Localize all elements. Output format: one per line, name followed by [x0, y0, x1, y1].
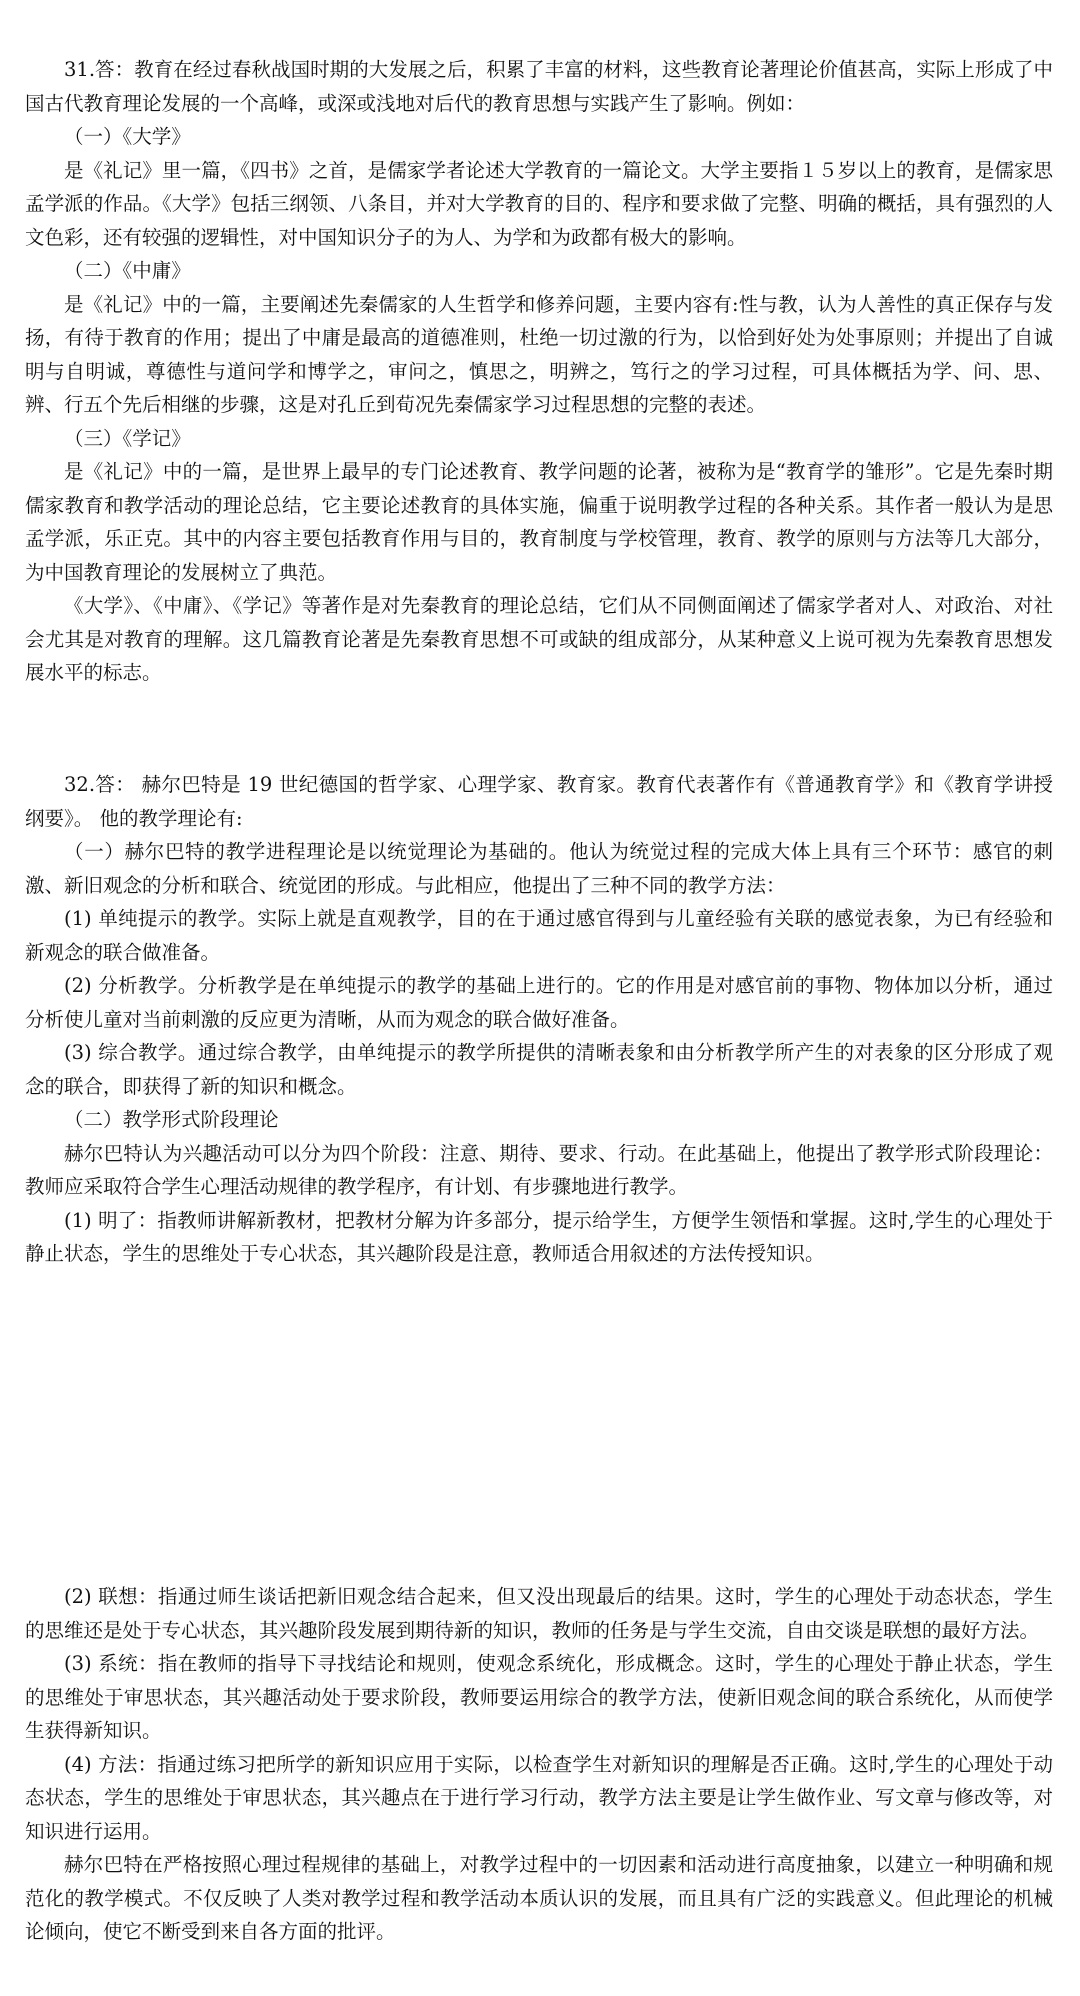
daxue-heading: （一）《大学》	[64, 125, 191, 148]
stage-1-paragraph: (1) 明了：指教师讲解新教材，把教材分解为许多部分，提示给学生，方便学生领悟和掌握。这时,学生的心理处于静止状态，学生的思维处于专心状态，其兴趣阶段是注意，教师适合用叙述的方法传授知识。	[25, 1208, 1053, 1265]
zhongyong-paragraph: 是《礼记》中的一篇，主要阐述先秦儒家的人生哲学和修养问题，主要内容有:性与教，认为人善性的真正保存与发扬，有待于教育的作用；提出了中庸是最高的道德准则，杜绝一切过激的行为，以恰到好处为处事原则；并提出了自诚明与自明诚，尊德性与道问学和博学之，审问之，慎思之，明辨之，笃行之的学习过程，可具体概括为学、问、思、辨、行五个先后相继的步骤，这是对孔丘到荀况先秦儒家学习过程思想的完整的表述。	[25, 292, 1053, 416]
zhongyong-heading: （二）《中庸》	[64, 259, 191, 282]
answer-31	[25, 53, 1053, 690]
stage-4-paragraph: (4) 方法：指通过练习把所学的新知识应用于实际，以检查学生对新知识的理解是否正确。这时,学生的心理处于动态状态，学生的思维处于审思状态，其兴趣点在于进行学习行动，教学方法主要是让学生做作业、写文章与修改等，对知识进行运用。	[25, 1752, 1053, 1843]
stage-3-paragraph: (3) 系统：指在教师的指导下寻找结论和规则，使观念系统化，形成概念。这时，学生的心理处于静止状态，学生的思维处于审思状态，其兴趣活动处于要求阶段，教师要运用综合的教学方法，使新旧观念间的联合系统化，从而使学生获得新知识。	[25, 1652, 1053, 1742]
answer-32-intro: 32.答： 赫尔巴特是 19 世纪德国的哲学家、心理学家、教育家。教育代表著作有《普通教育学》和《教育学讲授纲要》。 他的教学理论有:	[25, 773, 1053, 830]
answer-32	[25, 768, 1053, 1271]
xueji-paragraph: 是《礼记》中的一篇，是世界上最早的专门论述教育、教学问题的论著，被称为是“教育学的雏形”。它是先秦时期儒家教育和教学活动的理论总结，它主要论述教育的具体实施，偏重于说明教学过程的各种关系。其作者一般认为是思孟学派，乐正克。其中的内容主要包括教育作用与目的，教育制度与学校管理，教育、教学的原则与方法等几大部分，为中国教育理论的发展树立了典范。	[25, 460, 1053, 584]
answer-32-continued	[25, 1580, 1053, 1949]
stage-2-paragraph: (2) 联想：指通过师生谈话把新旧观念结合起来，但又没出现最后的结果。这时，学生的心理处于动态状态，学生的思维还是处于专心状态，其兴趣阶段发展到期待新的知识，教师的任务是与学生交流，自由交谈是联想的最好方法。	[25, 1585, 1053, 1642]
xueji-heading: （三）《学记》	[64, 426, 191, 450]
part2-paragraph: 赫尔巴特认为兴趣活动可以分为四个阶段：注意、期待、要求、行动。在此基础上，他提出了教学形式阶段理论：教师应采取符合学生心理活动规律的教学程序，有计划、有步骤地进行教学。	[25, 1141, 1053, 1198]
part2-heading: （二）教学形式阶段理论	[64, 1108, 279, 1131]
method-3-paragraph: (3) 综合教学。通过综合教学，由单纯提示的教学所提供的清晰表象和由分析教学所产生的对表象的区分形成了观念的联合，即获得了新的知识和概念。	[25, 1041, 1053, 1098]
document-page-2	[0, 1413, 1080, 1996]
daxue-paragraph: 是《礼记》里一篇，《四书》之首，是儒家学者论述大学教育的一篇论文。大学主要指１５岁以上的教育，是儒家思孟学派的作品。《大学》包括三纲领、八条目，并对大学教育的目的、程序和要求做了完整、明确的概括，具有强烈的人文色彩，还有较强的逻辑性，对中国知识分子的为人、为学和为政都有极大的影响。	[25, 158, 1053, 249]
answer-32-conclusion: 赫尔巴特在严格按照心理过程规律的基础上，对教学过程中的一切因素和活动进行高度抽象，以建立一种明确和规范化的教学模式。不仅反映了人类对教学过程和教学活动本质认识的发展，而且具有广泛的实践意义。但此理论的机械论倾向，使它不断受到来自各方面的批评。	[25, 1853, 1053, 1943]
part1-heading: （一）赫尔巴特的教学进程理论是以统觉理论为基础的。他认为统觉过程的完成大体上具有三个环节：感官的刺激、新旧观念的分析和联合、统觉团的形成。与此相应，他提出了三种不同的教学方法：	[25, 840, 1053, 897]
method-2-paragraph: (2) 分析教学。分析教学是在单纯提示的教学的基础上进行的。它的作用是对感官前的事物、物体加以分析，通过分析使儿童对当前刺激的反应更为清晰，从而为观念的联合做好准备。	[25, 974, 1053, 1031]
answer-31-summary: 《大学》、《中庸》、《学记》等著作是对先秦教育的理论总结，它们从不同侧面阐述了儒家学者对人、对政治、对社会尤其是对教育的理解。这几篇教育论著是先秦教育思想不可或缺的组成部分，从某种意义上说可视为先秦教育思想发展水平的标志。	[25, 594, 1053, 684]
method-1-paragraph: (1) 单纯提示的教学。实际上就是直观教学，目的在于通过感官得到与儿童经验有关联的感觉表象，为已有经验和新观念的联合做准备。	[25, 907, 1053, 964]
answer-31-intro: 31.答：教育在经过春秋战国时期的大发展之后，积累了丰富的材料，这些教育论著理论价值甚高，实际上形成了中国古代教育理论发展的一个高峰，或深或浅地对后代的教育思想与实践产生了影响。例如：	[25, 58, 1053, 115]
